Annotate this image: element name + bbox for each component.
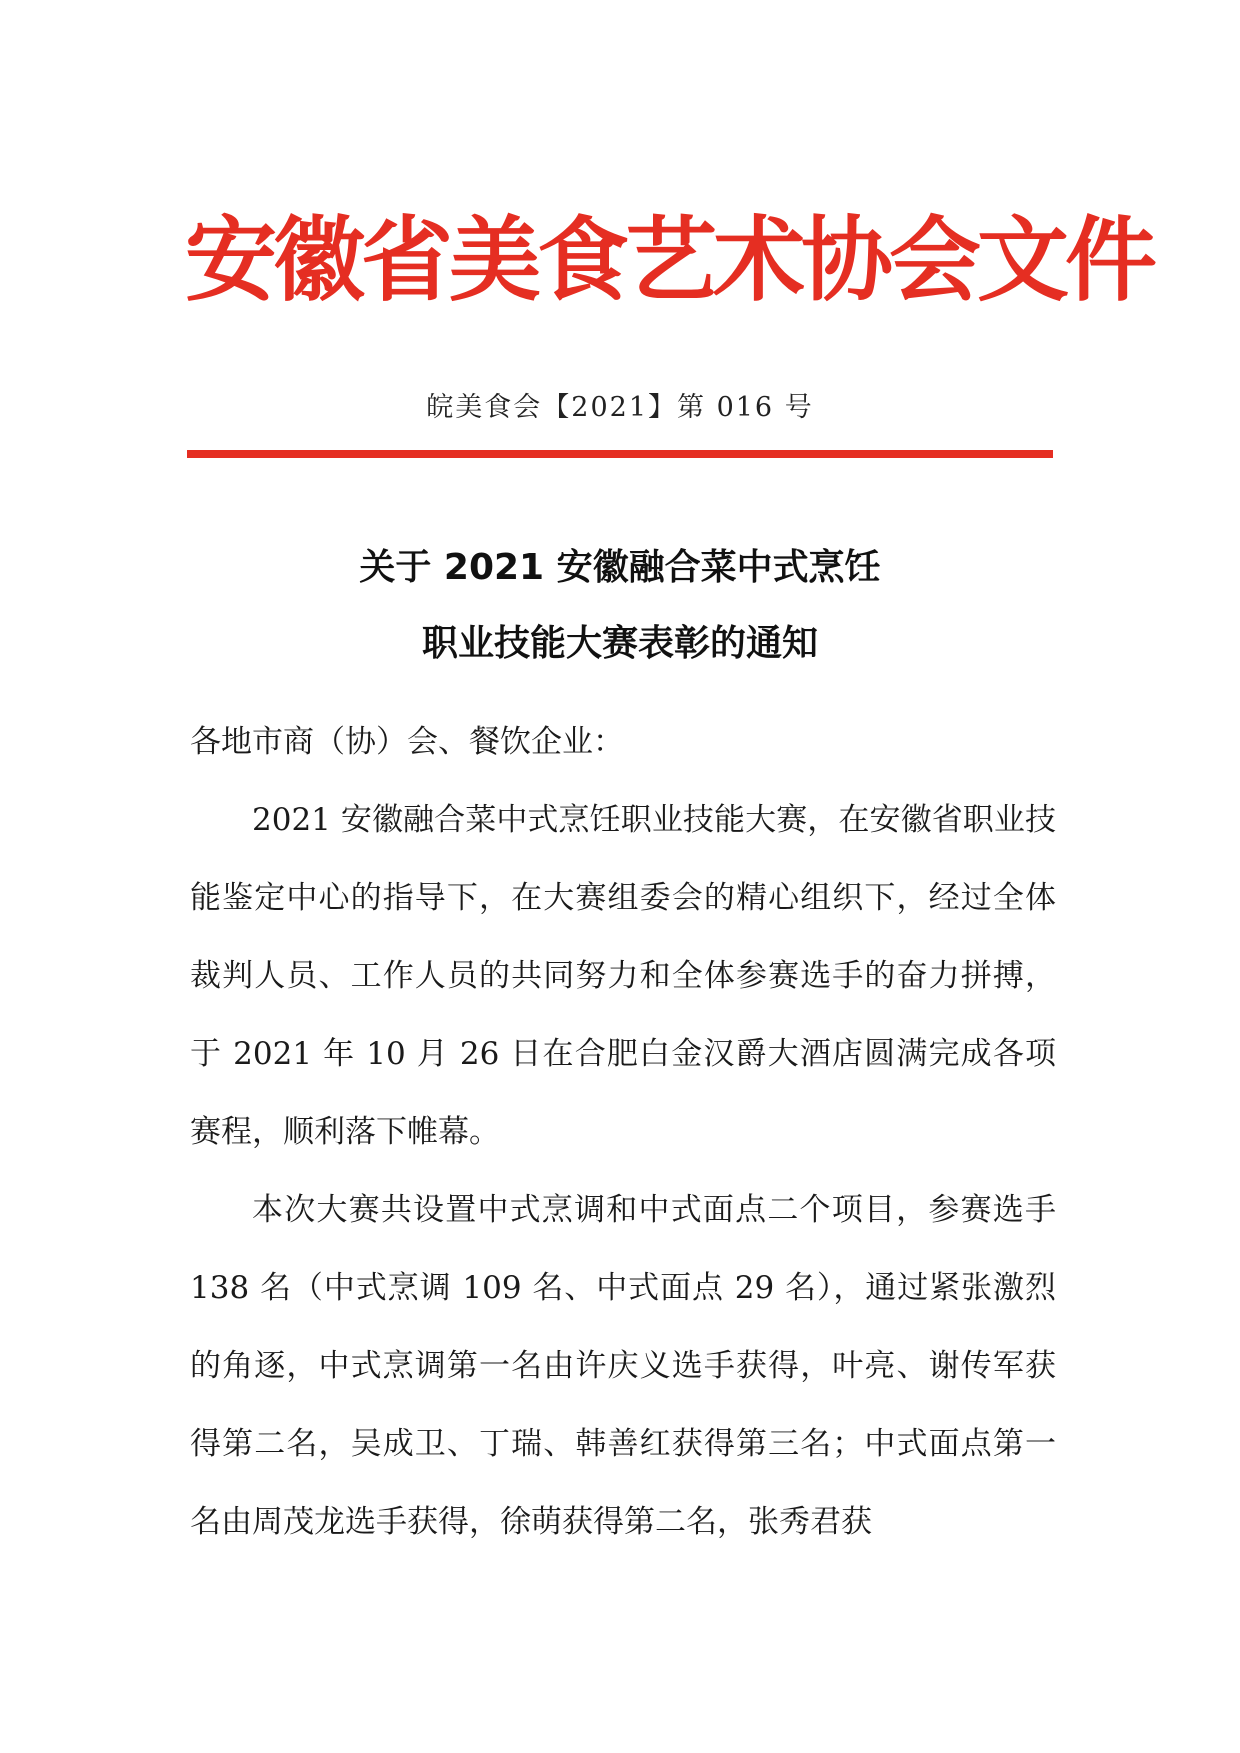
notice-title-line-2: 职业技能大赛表彰的通知 (421, 622, 818, 664)
notice-title-line-1: 关于 2021 安徽融合菜中式烹饪 (359, 546, 881, 588)
body-paragraph-1: 2021 安徽融合菜中式烹饪职业技能大赛，在安徽省职业技能鉴定中心的指导下，在大赛组委会的精心组织下，经过全体裁判人员、工作人员的共同努力和全体参赛选手的奋力拼搏，于 2021 年 10 月 26 日在合肥白金汉爵大酒店圆满完成各项赛程，顺利落下帷幕。 (190, 802, 1056, 1150)
document-number: 皖美食会【2021】第 016 号 (426, 392, 814, 423)
notice-title (185, 530, 1055, 682)
notice-body (190, 703, 1056, 1561)
body-paragraph-2: 本次大赛共设置中式烹调和中式面点二个项目，参赛选手 138 名（中式烹调 109 名、中式面点 29 名），通过紧张激烈的角逐，中式烹调第一名由许庆义选手获得，叶亮、谢传军获得第二名，吴成卫、丁瑞、韩善红获得第三名；中式面点第一名由周茂龙选手获得，徐萌获得第二名，张秀君获 (190, 1192, 1056, 1540)
red-divider-line (187, 450, 1053, 458)
masthead-title: 安徽省美食艺术协会文件 (185, 206, 1154, 314)
salutation: 各地市商（协）会、餐饮企业： (190, 724, 624, 760)
